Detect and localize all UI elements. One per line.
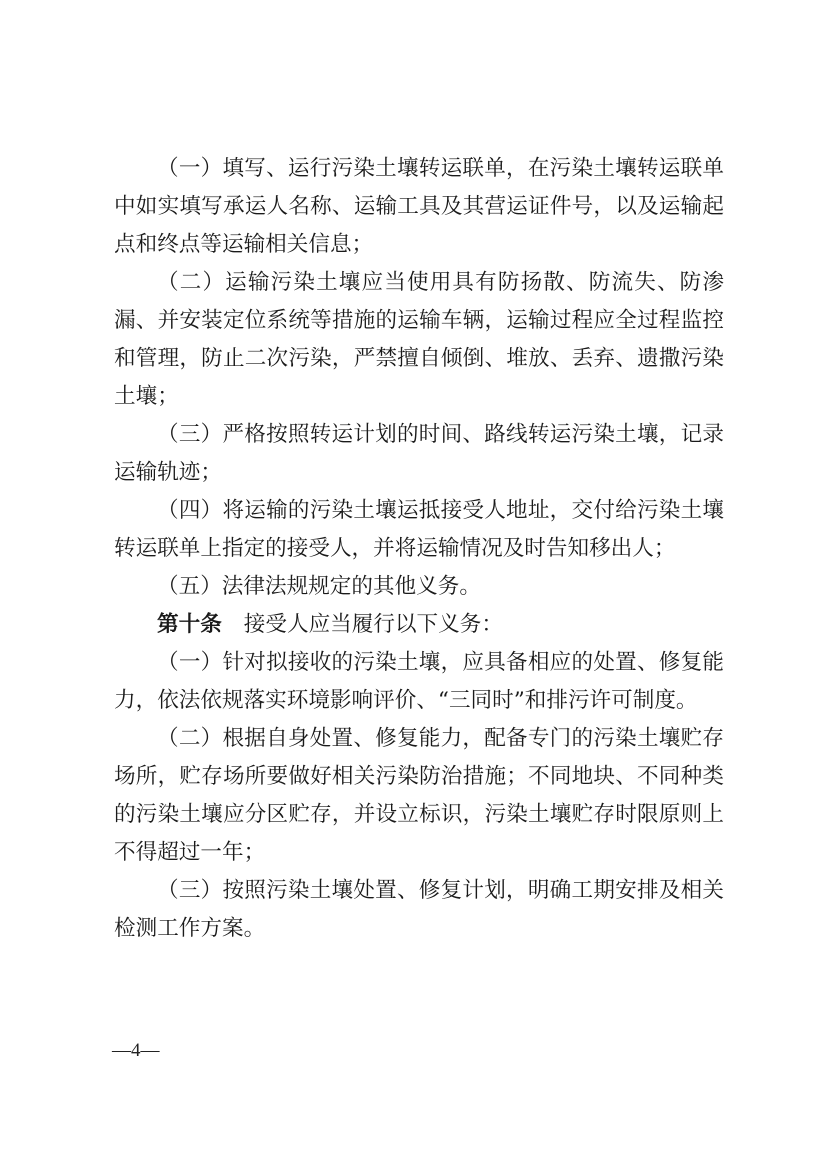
paragraph-item-2: （二）运输污染土壤应当使用具有防扬散、防流失、防渗漏、并安装定位系统等措施的运输车辆，运输过程应全过程监控和管理，防止二次污染，严禁擅自倾倒、堆放、丢弃、遗撒污染土壤；: [114, 270, 724, 409]
article-text: 接受人应当履行以下义务：: [243, 612, 503, 637]
document-page: [114, 150, 724, 948]
paragraph-item-3: （三）严格按照转运计划的时间、路线转运污染土壤，记录运输轨迹；: [114, 422, 724, 485]
article-item-3: （三）按照污染土壤处置、修复计划，明确工期安排及相关检测工作方案。: [114, 878, 724, 941]
article-item-1: （一）针对拟接收的污染土壤，应具备相应的处置、修复能力，依法依规落实环境影响评价、“三同时”和排污许可制度。: [114, 650, 724, 713]
article-ten: [114, 606, 724, 644]
paragraph-item-1: （一）填写、运行污染土壤转运联单，在污染土壤转运联单中如实填写承运人名称、运输工具及其营运证件号，以及运输起点和终点等运输相关信息；: [114, 156, 724, 257]
article-item-2: （二）根据自身处置、修复能力，配备专门的污染土壤贮存场所，贮存场所要做好相关污染防治措施；不同地块、不同种类的污染土壤应分区贮存，并设立标识，污染土壤贮存时限原则上不得超过一年；: [114, 726, 724, 865]
paragraph-item-4: （四）将运输的污染土壤运抵接受人地址，交付给污染土壤转运联单上指定的接受人，并将运输情况及时告知移出人；: [114, 498, 724, 561]
page-number: —4—: [112, 1040, 160, 1061]
paragraph-item-5: （五）法律法规规定的其他义务。: [157, 574, 481, 599]
article-heading: 第十条: [157, 612, 222, 637]
